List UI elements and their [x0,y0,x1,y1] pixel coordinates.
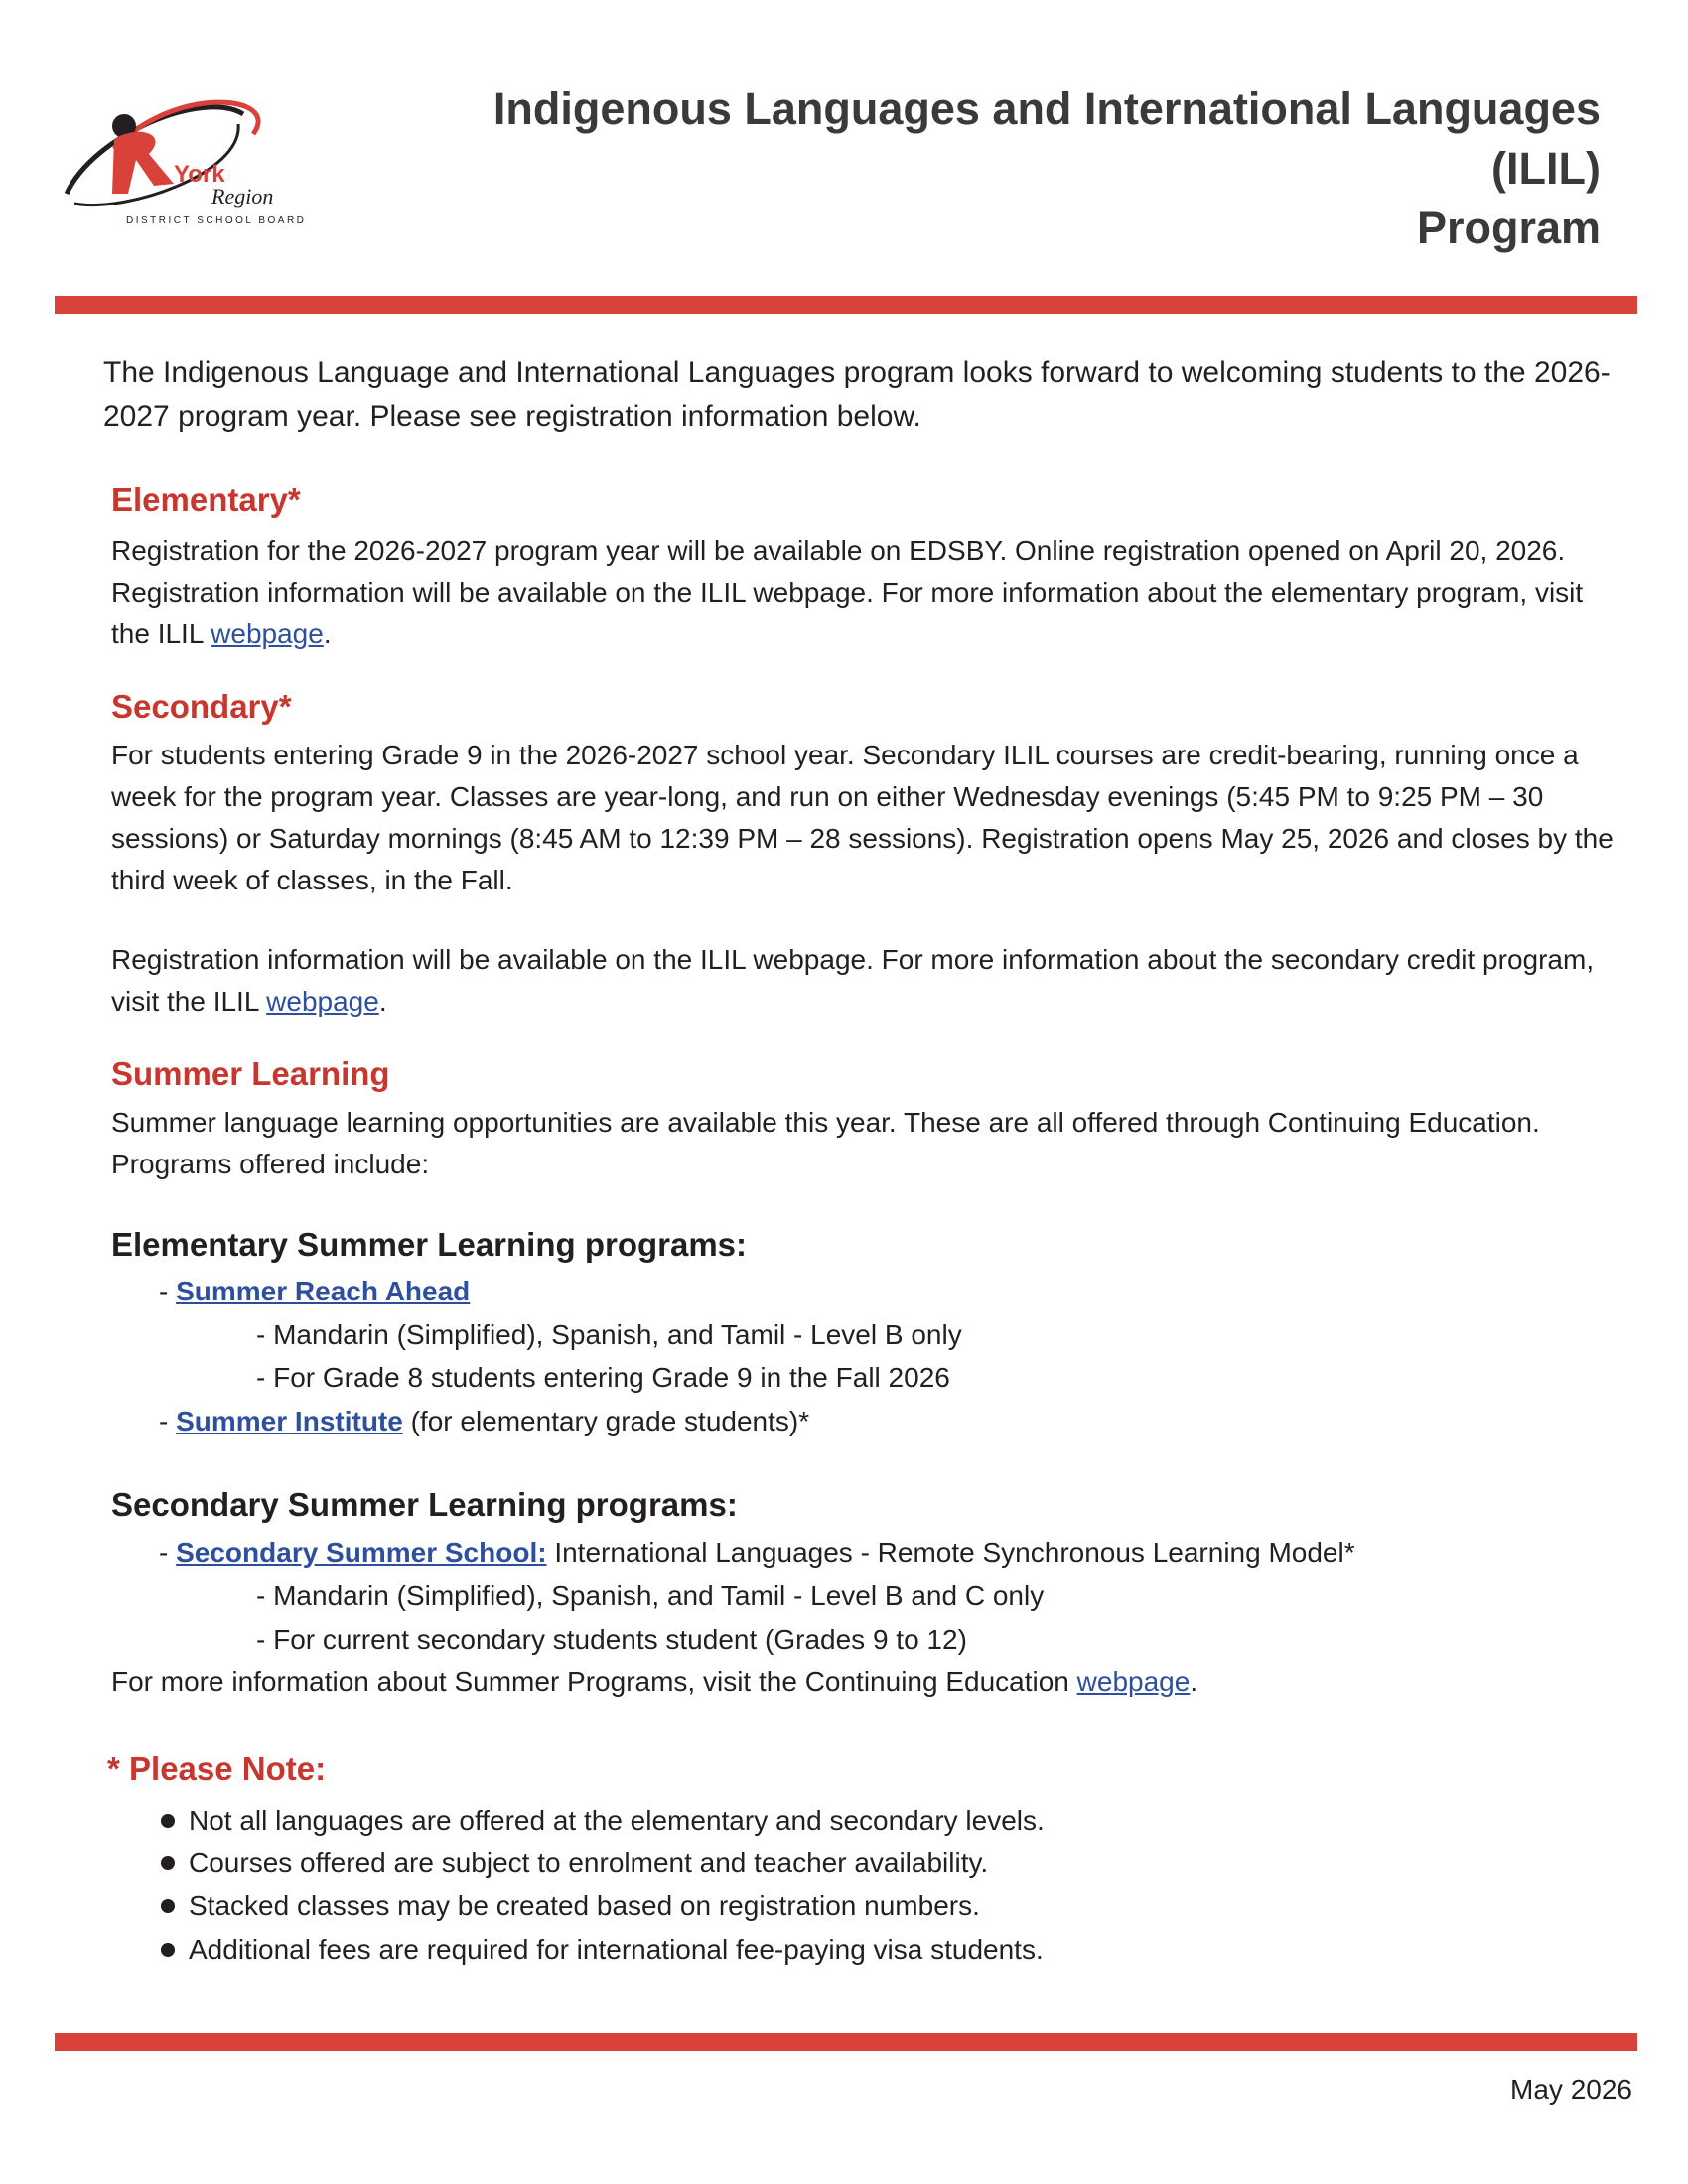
summer-reach-ahead-link[interactable]: Summer Reach Ahead [176,1276,471,1306]
secondary-period: . [378,986,387,1017]
footer-divider [55,2033,1637,2051]
note-item [161,1800,1045,1842]
secondary-heading: Secondary* [111,688,292,725]
dash: - [159,1537,177,1568]
summer-more-period: . [1190,1666,1198,1697]
note-item [161,1843,988,1884]
york-region-logo [55,94,313,233]
note-item [161,1929,1044,1971]
svg-text:York: York [174,161,225,188]
bullet-icon [161,1943,175,1957]
document-title [409,79,1601,258]
summer-more-info [111,1661,1197,1703]
sub-item-languages: - Mandarin (Simplified), Spanish, and Tamil - Level B only [256,1319,962,1350]
dash: - [159,1406,177,1436]
elementary-webpage-link[interactable]: webpage [211,618,324,649]
note-item-text: Not all languages are offered at the elementary and secondary levels. [189,1805,1045,1836]
bullet-icon [161,1856,175,1870]
bullet-icon [161,1899,175,1913]
footer-date: May 2026 [1510,2074,1632,2105]
please-note-heading: * Please Note: [107,1750,327,1787]
svg-text:DISTRICT SCHOOL BOARD: DISTRICT SCHOOL BOARD [126,215,307,226]
title-line-1: Indigenous Languages and International Languages (ILIL) [492,83,1601,194]
note-item-text: Stacked classes may be created based on registration numbers. [189,1890,980,1921]
secondary-summer-heading: Secondary Summer Learning programs: [111,1486,738,1523]
summer-institute-note: (for elementary grade students)* [402,1406,810,1436]
elementary-heading: Elementary* [111,481,301,518]
summer-learning-heading: Summer Learning [111,1055,390,1092]
continuing-education-webpage-link[interactable]: webpage [1076,1666,1191,1697]
title-line-2: Program [1416,203,1601,253]
elementary-summer-heading: Elementary Summer Learning programs: [111,1226,748,1263]
list-item-summer-reach-ahead [159,1271,470,1312]
secondary-summer-school-note: International Languages - Remote Synchronous Learning Model* [546,1537,1355,1568]
elementary-period: . [323,618,332,649]
summer-learning-paragraph: Summer language learning opportunities are available this year. These are all offered through Continuing Education. Programs offered include: [111,1107,1540,1179]
secondary-summer-school-link[interactable]: Secondary Summer School: [176,1537,547,1568]
list-item-summer-institute [159,1401,809,1442]
summer-institute-link[interactable]: Summer Institute [176,1406,403,1436]
header-divider [55,296,1637,314]
secondary-text: Registration information will be available on the ILIL webpage. For more information about the secondary credit program, visit the ILIL [111,944,1595,1017]
secondary-webpage-link[interactable]: webpage [266,986,379,1017]
elementary-text: Registration for the 2026-2027 program year will be available on EDSBY. Online registration opened on April 20, 2026. Registration information will be available on the ILIL webpage. For more information about the elementary program, visit the ILIL [111,535,1584,649]
svg-text:Region: Region [211,184,274,208]
bullet-icon [161,1814,175,1828]
dash: - [159,1276,177,1306]
summer-more-text: For more information about Summer Programs, visit the Continuing Education [111,1666,1077,1697]
elementary-paragraph [111,530,1620,655]
intro-paragraph: The Indigenous Language and International Languages program looks forward to welcoming students to the 2026-2027 program year. Please see registration information below. [103,356,1611,433]
secondary-paragraph-1: For students entering Grade 9 in the 2026-2027 school year. Secondary ILIL courses are credit-bearing, running once a week for the program year. Classes are year-long, and run on either Wednesday evenings (5:45 PM to 9:25 PM – 30 sessions) or Saturday mornings (8:45 AM to 12:39 PM – 28 sessions). Registration opens May 25, 2026 and closes by the third week of classes, in the Fall. [111,740,1614,895]
secondary-paragraph-2 [111,939,1620,1023]
sub-item-grade: - For Grade 8 students entering Grade 9 in the Fall 2026 [256,1362,950,1393]
sub-item-secondary-languages: - Mandarin (Simplified), Spanish, and Tamil - Level B and C only [256,1580,1045,1611]
note-item [161,1885,980,1927]
list-item-secondary-summer-school [159,1532,1355,1573]
note-item-text: Courses offered are subject to enrolment and teacher availability. [189,1847,989,1878]
sub-item-secondary-students: - For current secondary students student (Grades 9 to 12) [256,1624,967,1655]
logo-graphic [55,94,313,233]
note-item-text: Additional fees are required for international fee-paying visa students. [189,1934,1044,1965]
